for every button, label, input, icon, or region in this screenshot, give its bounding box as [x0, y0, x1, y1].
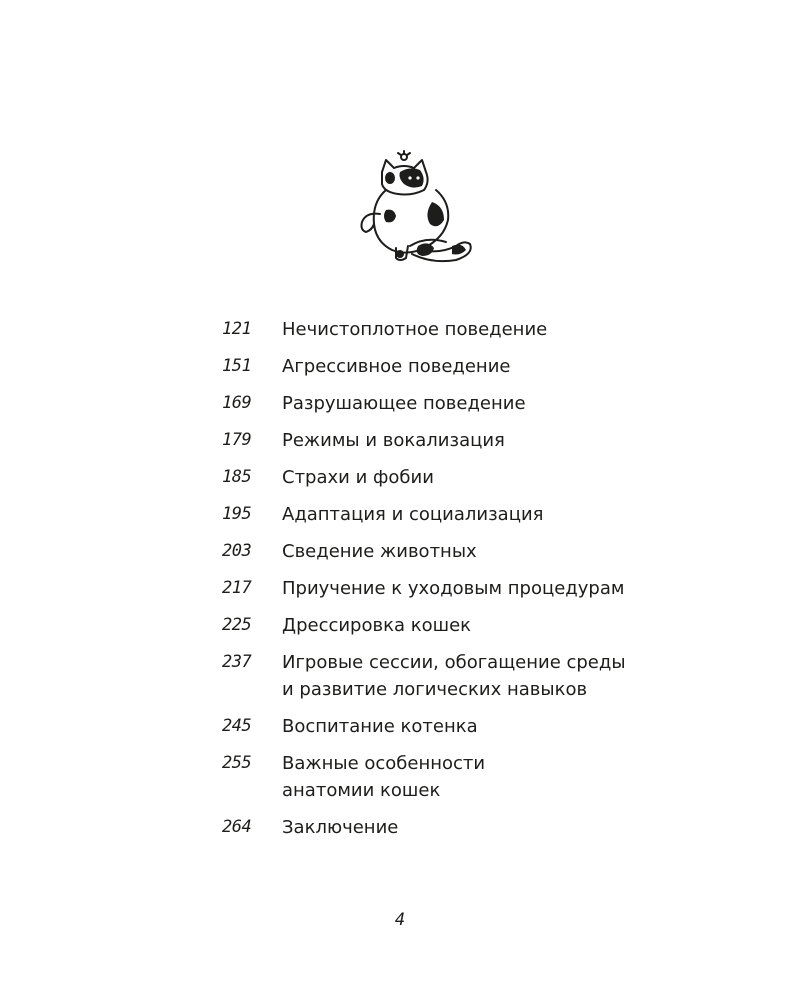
toc-chapter-title — [282, 390, 722, 417]
toc-page-number: 195 — [222, 504, 252, 524]
toc-title-line: Дрессировка кошек — [282, 615, 472, 636]
toc-entry — [222, 464, 722, 491]
toc-page-number: 217 — [222, 578, 252, 598]
toc-title-line: Сведение животных — [282, 541, 477, 562]
toc-entry — [222, 713, 722, 740]
table-of-contents — [222, 316, 722, 851]
toc-chapter-title — [282, 464, 722, 491]
toc-page-number: 264 — [222, 817, 252, 837]
toc-page-number: 225 — [222, 615, 252, 635]
toc-entry — [222, 750, 722, 804]
toc-page-number: 121 — [222, 319, 252, 339]
toc-chapter-title — [282, 501, 722, 528]
toc-entry — [222, 612, 722, 639]
toc-entry — [222, 427, 722, 454]
toc-title-line: Нечистоплотное поведение — [282, 319, 548, 340]
page-number: 4 — [394, 910, 406, 930]
toc-chapter-title — [282, 713, 722, 740]
toc-title-line: Заключение — [282, 817, 399, 838]
toc-title-line: Игровые сессии, обогащение среды — [282, 652, 626, 673]
toc-page-number: 151 — [222, 356, 252, 376]
toc-title-line: Важные особенности — [282, 753, 486, 774]
toc-chapter-title — [282, 427, 722, 454]
toc-chapter-title — [282, 814, 722, 841]
toc-entry — [222, 501, 722, 528]
toc-page-number: 203 — [222, 541, 252, 561]
toc-title-line: анатомии кошек — [282, 780, 441, 801]
toc-title-line: Разрушающее поведение — [282, 393, 526, 414]
toc-chapter-title — [282, 649, 722, 703]
cat-illustration-icon — [352, 150, 480, 268]
toc-chapter-title — [282, 575, 722, 602]
toc-entry — [222, 316, 722, 343]
toc-entry — [222, 575, 722, 602]
toc-page-number: 255 — [222, 753, 252, 773]
toc-page-number: 179 — [222, 430, 252, 450]
toc-page-number: 245 — [222, 716, 252, 736]
toc-entry — [222, 353, 722, 380]
toc-page-number: 185 — [222, 467, 252, 487]
toc-entry — [222, 649, 722, 703]
toc-page-number: 237 — [222, 652, 252, 672]
toc-title-line: Приучение к уходовым процедурам — [282, 578, 625, 599]
toc-chapter-title — [282, 316, 722, 343]
toc-title-line: Воспитание котенка — [282, 716, 478, 737]
toc-entry — [222, 538, 722, 565]
toc-title-line: Адаптация и социализация — [282, 504, 544, 525]
toc-title-line: Режимы и вокализация — [282, 430, 505, 451]
toc-title-line: Страхи и фобии — [282, 467, 434, 488]
toc-entry — [222, 814, 722, 841]
toc-chapter-title — [282, 353, 722, 380]
toc-chapter-title — [282, 750, 722, 804]
toc-chapter-title — [282, 538, 722, 565]
toc-title-line: Агрессивное поведение — [282, 356, 511, 377]
toc-page-number: 169 — [222, 393, 252, 413]
toc-entry — [222, 390, 722, 417]
toc-chapter-title — [282, 612, 722, 639]
toc-title-line: и развитие логических навыков — [282, 679, 588, 700]
